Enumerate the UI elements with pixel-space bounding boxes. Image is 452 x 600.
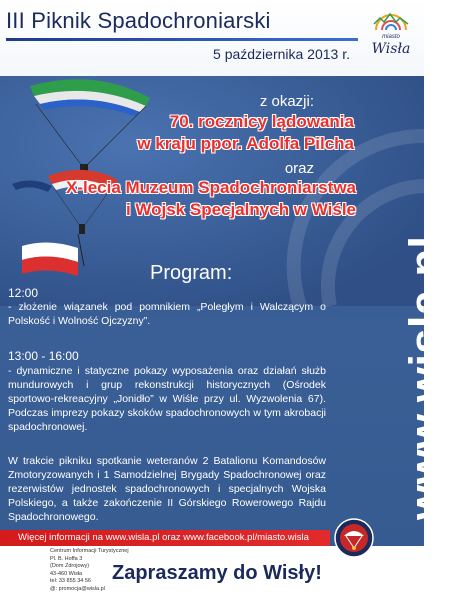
occasion-intro: z okazji: [259,93,314,110]
program-summary: W trakcie pikniku spotkanie weteranów 2 Batalionu Komandosów Zmotoryzowanych i 1 Samodzielnej Brygady Spadochronowej oraz rezerwistów jednostek spadochronowych i specjalnych Wojska Polskiego, a także zakończenie II Górskiego Rowerowego Rajdu Spadochronowego. [8,455,326,523]
anniversary-line-2: w kraju ppor. Adolfa Pilcha [137,134,354,153]
more-info-text[interactable]: Więcej informacji na www.wisla.pl oraz www.facebook.pl/miasto.wisla [18,532,309,543]
cit-city: 43-460 Wisła [50,570,83,577]
museum-badge-icon [334,518,374,558]
program-time-2: 13:00 - 16:00 [8,349,79,363]
event-date: 5 października 2013 r. [213,46,350,62]
and-word: oraz [284,160,314,177]
poster-title: III Piknik Spadochroniarski [6,8,271,33]
vertical-website-url[interactable]: www.wisla.pl [400,235,451,520]
cit-email[interactable]: @: promocja@wisla.pl [50,585,105,592]
header [0,0,424,76]
cit-phone: tel: 33 855 34 56 [50,578,91,584]
logo-name: Wisła [371,41,411,57]
logo-subtext: miasto [382,34,400,40]
invitation-text: Zapraszamy do Wisły! [112,562,322,584]
cit-street: Pl. B. Hoffa 3 [50,555,83,562]
cit-building: (Dom Zdrojowy) [50,563,90,569]
program-heading: Program: [150,262,233,284]
logo-sun-icon [372,10,410,30]
museum-line-2: i Wojsk Specjalnych w Wiśle [125,200,356,219]
museum-line-1: X-lecia Muzeum Spadochroniarstwa [65,178,356,197]
anniversary-line-1: 70. rocznicy lądowania [169,112,354,131]
program-desc-1: - złożenie wiązanek pod pomnikiem „Poległym i Walczącym o Polskość i Wolność Ojczyzny”. [8,301,326,327]
cit-name: Centrum Informacji Turystycznej [50,548,129,554]
program-time-1: 12:00 [8,286,39,300]
program-desc-2: - dynamiczne i statyczne pokazy wyposażenia oraz działań służb mundurowych i grup rekonstrukcji historycznych (Ośrodek sportowo-rekreacyjny „Jonidło” w Wiśle przy ul. Wyzwolenia 67). Podczas imprezy pokazy skoków spadochronowych w tym akrobacji spadochronowej. [8,365,326,433]
wisla-logo [366,8,416,68]
title-underline [6,38,358,41]
